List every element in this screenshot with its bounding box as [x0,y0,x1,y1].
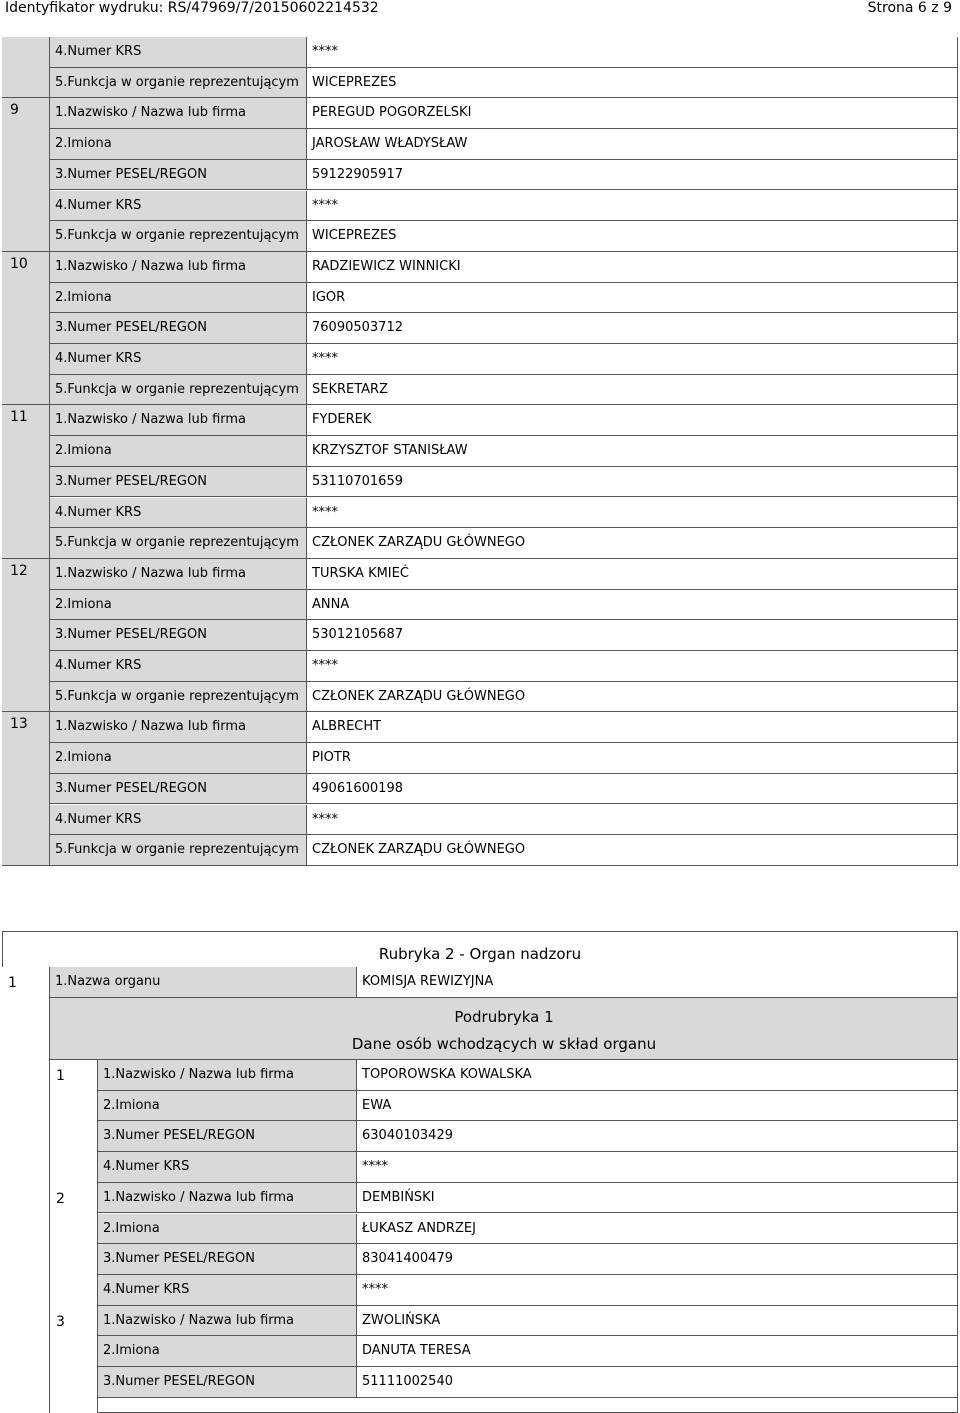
row-label: 3.Numer PESEL/REGON [50,774,307,805]
row-label: 5.Funkcja w organie reprezentującym [50,528,307,559]
row-value: 53012105687 [307,620,958,651]
organ-label: 1.Nazwa organu [50,967,357,998]
row-label: 1.Nazwisko / Nazwa lub firma [50,559,307,590]
row-value: 76090503712 [307,313,958,344]
row-value: KRZYSZTOF STANISŁAW [307,436,958,467]
row-value: **** [307,651,958,682]
organ-value: KOMISJA REWIZYJNA [357,967,958,998]
member-number: 3 [50,1306,98,1413]
row-label: 4.Numer KRS [50,191,307,222]
row-value: PIOTR [307,743,958,774]
member-number: 1 [50,1060,98,1183]
row-label: 4.Numer KRS [50,344,307,375]
row-label: 3.Numer PESEL/REGON [98,1121,357,1152]
row-label: 5.Funkcja w organie reprezentującym [50,835,307,866]
row-value: ANNA [307,590,958,621]
number-gutter [2,37,50,98]
row-label: 4.Numer KRS [50,37,307,68]
row-value: RADZIEWICZ WINNICKI [307,252,958,283]
row-value: ŁUKASZ ANDRZEJ [357,1214,958,1245]
row-label: 1.Nazwisko / Nazwa lub firma [50,405,307,436]
row-label: 2.Imiona [50,743,307,774]
row-label: 2.Imiona [50,283,307,314]
row-value: ALBRECHT [307,712,958,743]
row-label: 1.Nazwisko / Nazwa lub firma [98,1060,357,1091]
row-label: 4.Numer KRS [50,805,307,836]
row-value: **** [307,191,958,222]
row-value: CZŁONEK ZARZĄDU GŁÓWNEGO [307,682,958,713]
subsection-subtitle: Dane osób wchodzących w skład organu [351,1035,657,1053]
row-label: 3.Numer PESEL/REGON [98,1367,357,1398]
row-value: CZŁONEK ZARZĄDU GŁÓWNEGO [307,528,958,559]
row-label: 3.Numer PESEL/REGON [50,467,307,498]
row-value: **** [307,344,958,375]
row-label: 2.Imiona [50,590,307,621]
row-label: 2.Imiona [98,1091,357,1122]
member-number: 2 [50,1183,98,1306]
row-label: 4.Numer KRS [50,651,307,682]
group-number: 13 [2,712,50,866]
print-header [0,0,960,18]
row-label: 1.Nazwisko / Nazwa lub firma [50,712,307,743]
row-value: **** [307,805,958,836]
row-label: 1.Nazwisko / Nazwa lub firma [98,1183,357,1214]
row-value: ZWOLIŃSKA [357,1306,958,1337]
group-number: 12 [2,559,50,713]
row-value: **** [307,498,958,529]
row-value: JAROSŁAW WŁADYSŁAW [307,129,958,160]
row-value: **** [357,1152,958,1183]
row-value: 63040103429 [357,1121,958,1152]
row-label: 2.Imiona [98,1336,357,1367]
organ-item-number: 1 [2,967,50,1413]
row-value: 83041400479 [357,1244,958,1275]
row-label: 3.Numer PESEL/REGON [50,620,307,651]
row-value: IGOR [307,283,958,314]
row-value: 49061600198 [307,774,958,805]
row-label: 4.Numer KRS [50,498,307,529]
row-label: 5.Funkcja w organie reprezentującym [50,375,307,406]
row-value: 59122905917 [307,160,958,191]
row-value: WICEPREZES [307,221,958,252]
row-label: 2.Imiona [50,436,307,467]
row-value: DEMBIŃSKI [357,1183,958,1214]
row-value: TURSKA KMIEĆ [307,559,958,590]
row-label: 1.Nazwisko / Nazwa lub firma [98,1306,357,1337]
row-value: DANUTA TERESA [357,1336,958,1367]
row-value: TOPOROWSKA KOWALSKA [357,1060,958,1091]
row-label: 5.Funkcja w organie reprezentującym [50,221,307,252]
subsection-title: Podrubryka 1 [454,1008,554,1026]
row-value: WICEPREZES [307,68,958,99]
row-label: 5.Funkcja w organie reprezentującym [50,682,307,713]
page-number: Strona 6 z 9 [867,0,952,16]
row-value: 53110701659 [307,467,958,498]
row-label: 2.Imiona [98,1214,357,1245]
row-value: CZŁONEK ZARZĄDU GŁÓWNEGO [307,835,958,866]
row-label: 5.Funkcja w organie reprezentującym [50,68,307,99]
row-label: 2.Imiona [50,129,307,160]
row-value: **** [307,37,958,68]
group-number: 11 [2,405,50,559]
row-label: 1.Nazwisko / Nazwa lub firma [50,98,307,129]
group-number: 9 [2,98,50,252]
row-value: FYDEREK [307,405,958,436]
group-number: 10 [2,252,50,406]
print-identifier: Identyfikator wydruku: RS/47969/7/20150602214532 [5,0,379,16]
row-value: PEREGUD POGORZELSKI [307,98,958,129]
row-label: 4.Numer KRS [98,1275,357,1306]
row-label: 4.Numer KRS [98,1152,357,1183]
section-title: Rubryka 2 - Organ nadzoru [378,945,582,963]
row-label: 3.Numer PESEL/REGON [50,313,307,344]
row-value: EWA [357,1091,958,1122]
row-label: 3.Numer PESEL/REGON [98,1244,357,1275]
row-label: 3.Numer PESEL/REGON [50,160,307,191]
row-value: **** [357,1275,958,1306]
row-label: 1.Nazwisko / Nazwa lub firma [50,252,307,283]
row-value: 51111002540 [357,1367,958,1398]
row-value: SEKRETARZ [307,375,958,406]
